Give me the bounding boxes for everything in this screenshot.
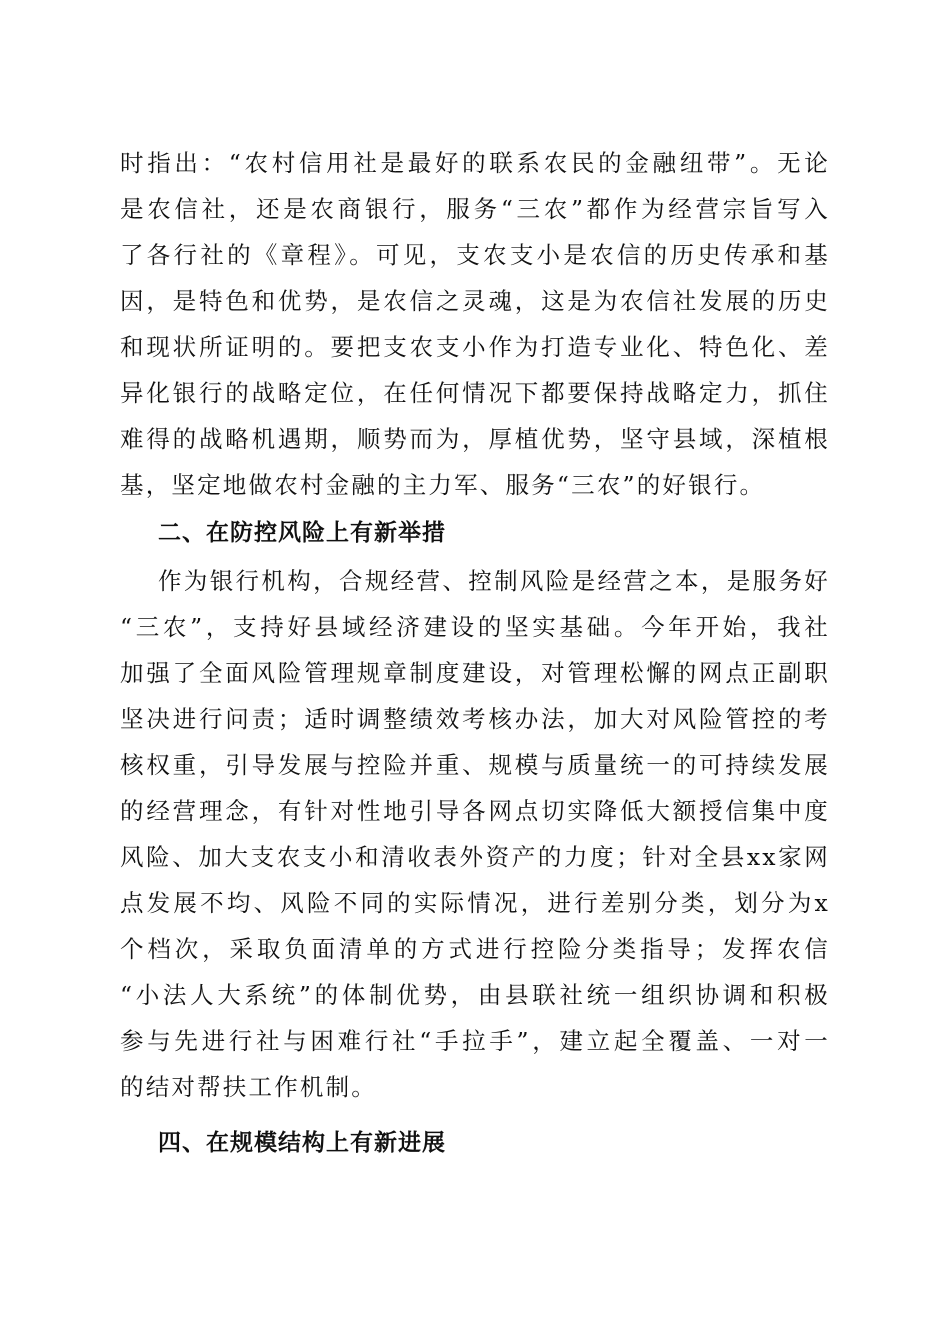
text-line: 和现状所证明的。要把支农支小作为打造专业化、特色化、差 xyxy=(120,333,830,361)
text-line: “三农”，支持好县域经济建设的坚实基础。今年开始，我社 xyxy=(120,613,830,641)
text-line: 时指出：“农村信用社是最好的联系农民的金融纽带”。无论 xyxy=(120,149,830,177)
text-line: 因，是特色和优势，是农信之灵魂，这是为农信社发展的历史 xyxy=(120,287,830,315)
text-line: 作为银行机构，合规经营、控制风险是经营之本，是服务好 xyxy=(158,567,830,595)
document-body xyxy=(120,140,830,1168)
section-heading-risk-control: 二、在防控风险上有新举措 xyxy=(158,520,446,546)
text-line: 的经营理念，有针对性地引导各网点切实降低大额授信集中度 xyxy=(120,797,830,825)
text-line: 了各行社的《章程》。可见，支农支小是农信的历史传承和基 xyxy=(120,241,830,269)
text-line: 加强了全面风险管理规章制度建设，对管理松懈的网点正副职 xyxy=(120,659,830,687)
paragraph-rural-credit-mission xyxy=(120,140,830,508)
section-heading-scale-structure: 四、在规模结构上有新进展 xyxy=(158,1130,446,1156)
paragraph-risk-control xyxy=(120,558,830,1110)
text-line: 风险、加大支农支小和清收表外资产的力度；针对全县xx家网 xyxy=(120,843,830,871)
text-line: 难得的战略机遇期，顺势而为，厚植优势，坚守县域，深植根 xyxy=(120,425,830,453)
text-line: 个档次，采取负面清单的方式进行控险分类指导；发挥农信 xyxy=(120,935,830,963)
text-line: 是农信社，还是农商银行，服务“三农”都作为经营宗旨写入 xyxy=(120,195,830,223)
text-line: 核权重，引导发展与控险并重、规模与质量统一的可持续发展 xyxy=(120,751,830,779)
text-line: 参与先进行社与困难行社“手拉手”，建立起全覆盖、一对一 xyxy=(120,1027,830,1055)
text-line: 坚决进行问责；适时调整绩效考核办法，加大对风险管控的考 xyxy=(120,705,830,733)
text-line: 基，坚定地做农村金融的主力军、服务“三农”的好银行。 xyxy=(120,471,766,499)
text-line: 异化银行的战略定位，在任何情况下都要保持战略定力，抓住 xyxy=(120,379,830,407)
text-line: 的结对帮扶工作机制。 xyxy=(120,1073,377,1101)
text-line: “小法人大系统”的体制优势，由县联社统一组织协调和积极 xyxy=(120,981,830,1009)
text-line: 点发展不均、风险不同的实际情况，进行差别分类，划分为x xyxy=(120,889,830,917)
